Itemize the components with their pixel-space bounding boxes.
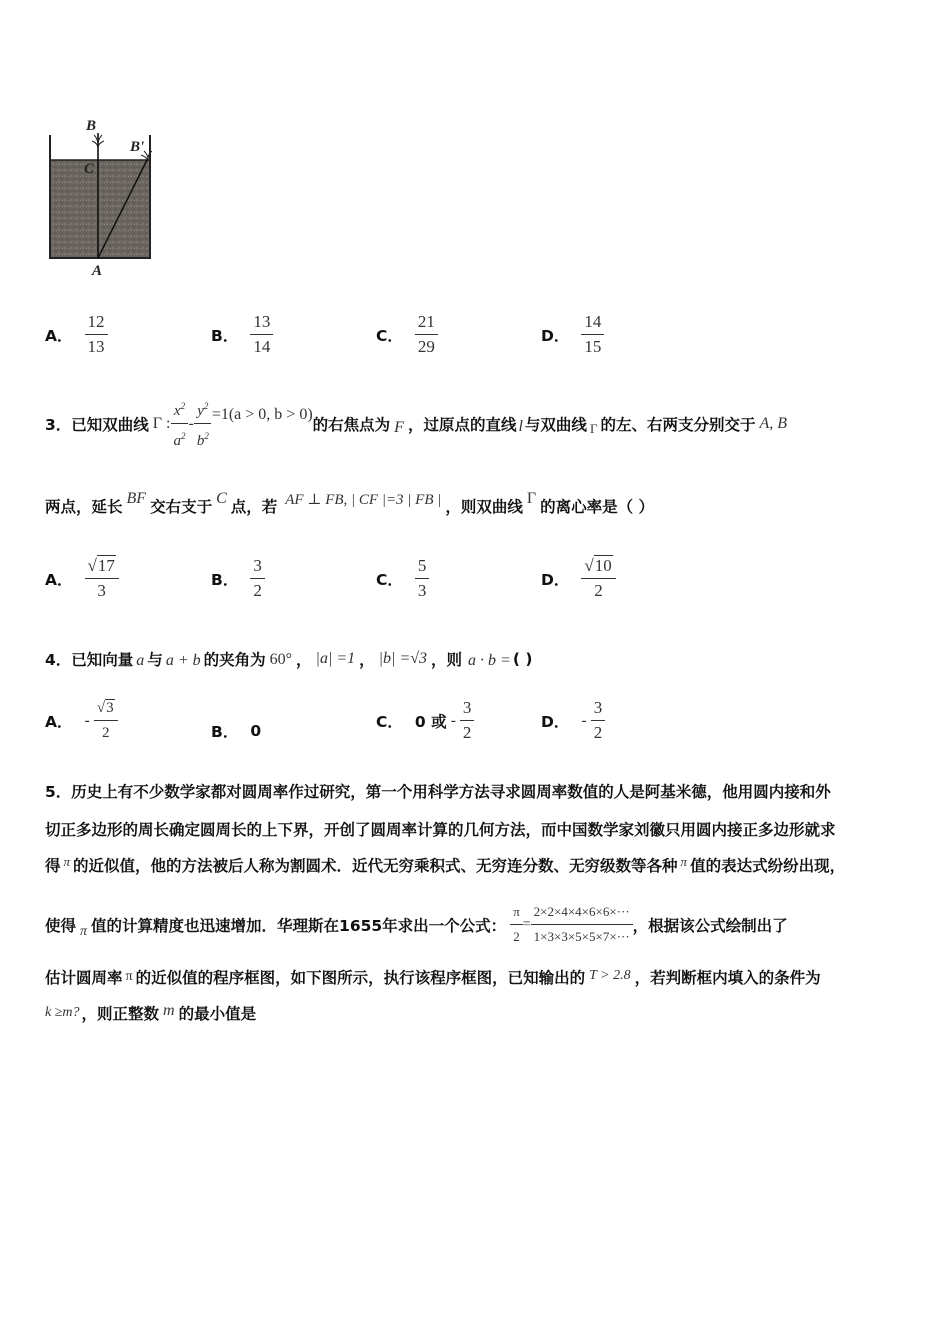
q2-option-c[interactable]: C． $\frac{21}{29}$ bbox=[376, 312, 438, 357]
q5-line3: 得 π 的近似值，他的方法被后人称为割圆术．近代无穷乘积式、无穷连分数、无穷级数等各种 π 值的表达式纷纷出现， bbox=[45, 854, 846, 875]
q3-option-a[interactable]: A． $\frac{√17}{3}$ bbox=[45, 556, 119, 601]
q3-option-d[interactable]: D． $\frac{√10}{2}$ bbox=[541, 556, 616, 601]
q5-line5: 估计圆周率 π 的近似值的程序框图，如下图所示，执行该程序框图，已知输出的 T > 2.8 ，若判断框内填入的条件为 bbox=[45, 968, 821, 987]
q4-option-c[interactable]: C． 0 或 - $\frac{3}{2}$ bbox=[376, 698, 474, 743]
q3-option-c[interactable]: C． $\frac{5}{3}$ bbox=[376, 556, 429, 601]
q4-stem: 4．已知向量 a 与 a + b 的夹角为 60° ， |a| =1 ， |b| =√3 ，则 a · b = ( ) bbox=[45, 650, 533, 669]
label-b: B bbox=[86, 118, 97, 134]
q3-stem-line1: 3．已知双曲线 Γ : $\frac{x^2}{a^2}$ - $\frac{y^2}{b^2}$ =1(a > 0, b > 0) 的右焦点为 F ，过原点的直线 l 与双曲线 Γ 的左、右两支分别交于 A, B bbox=[45, 396, 787, 451]
q3-option-b[interactable]: B． $\frac{3}{2}$ bbox=[211, 556, 265, 601]
q2-option-b[interactable]: B． $\frac{13}{14}$ bbox=[211, 312, 273, 357]
refraction-figure bbox=[40, 115, 165, 280]
label-b-prime: B' bbox=[130, 139, 145, 155]
q4-option-b[interactable]: B． 0 bbox=[211, 722, 262, 741]
q5-line4: 使得 π 值的计算精度也迅速增加．华理斯在1655年求出一个公式： $\frac{\pi}{2}$ = $\frac{2\times 2\times 4\times 4\times 6\times 6\times\cdot\cdot\cdot}{1\times 3\times 3\times 5\times 5\times 7\times\cdot\cdot\cdot}$ ，根据该公式绘制出了 bbox=[45, 904, 788, 944]
q5-line6: k ≥m? ，则正整数 m 的最小值是 bbox=[45, 1002, 257, 1023]
q4-option-a[interactable]: A． - $\frac{√3}{2}$ bbox=[45, 698, 118, 743]
q5-line1: 5．历史上有不少数学家都对圆周率作过研究，第一个用科学方法寻求圆周率数值的人是阿基米德，他用圆内接和外 bbox=[45, 783, 831, 801]
label-a: A bbox=[92, 263, 103, 279]
q3-stem-line2: 两点，延长 BF 交右支于 C 点，若 AF ⊥ FB, | CF |=3 | FB | ，则双曲线 Γ 的离心率是（ ） bbox=[45, 490, 655, 516]
q5-line2: 切正多边形的周长确定圆周长的上下界，开创了圆周率计算的几何方法，而中国数学家刘徽只用圆内接正多边形就求 bbox=[45, 821, 836, 839]
label-c: C bbox=[84, 161, 95, 177]
water-body bbox=[50, 160, 150, 258]
q4-option-d[interactable]: D． - $\frac{3}{2}$ bbox=[541, 698, 605, 743]
q2-option-d[interactable]: D． $\frac{14}{15}$ bbox=[541, 312, 604, 357]
q2-option-a[interactable]: A． $\frac{12}{13}$ bbox=[45, 312, 108, 357]
